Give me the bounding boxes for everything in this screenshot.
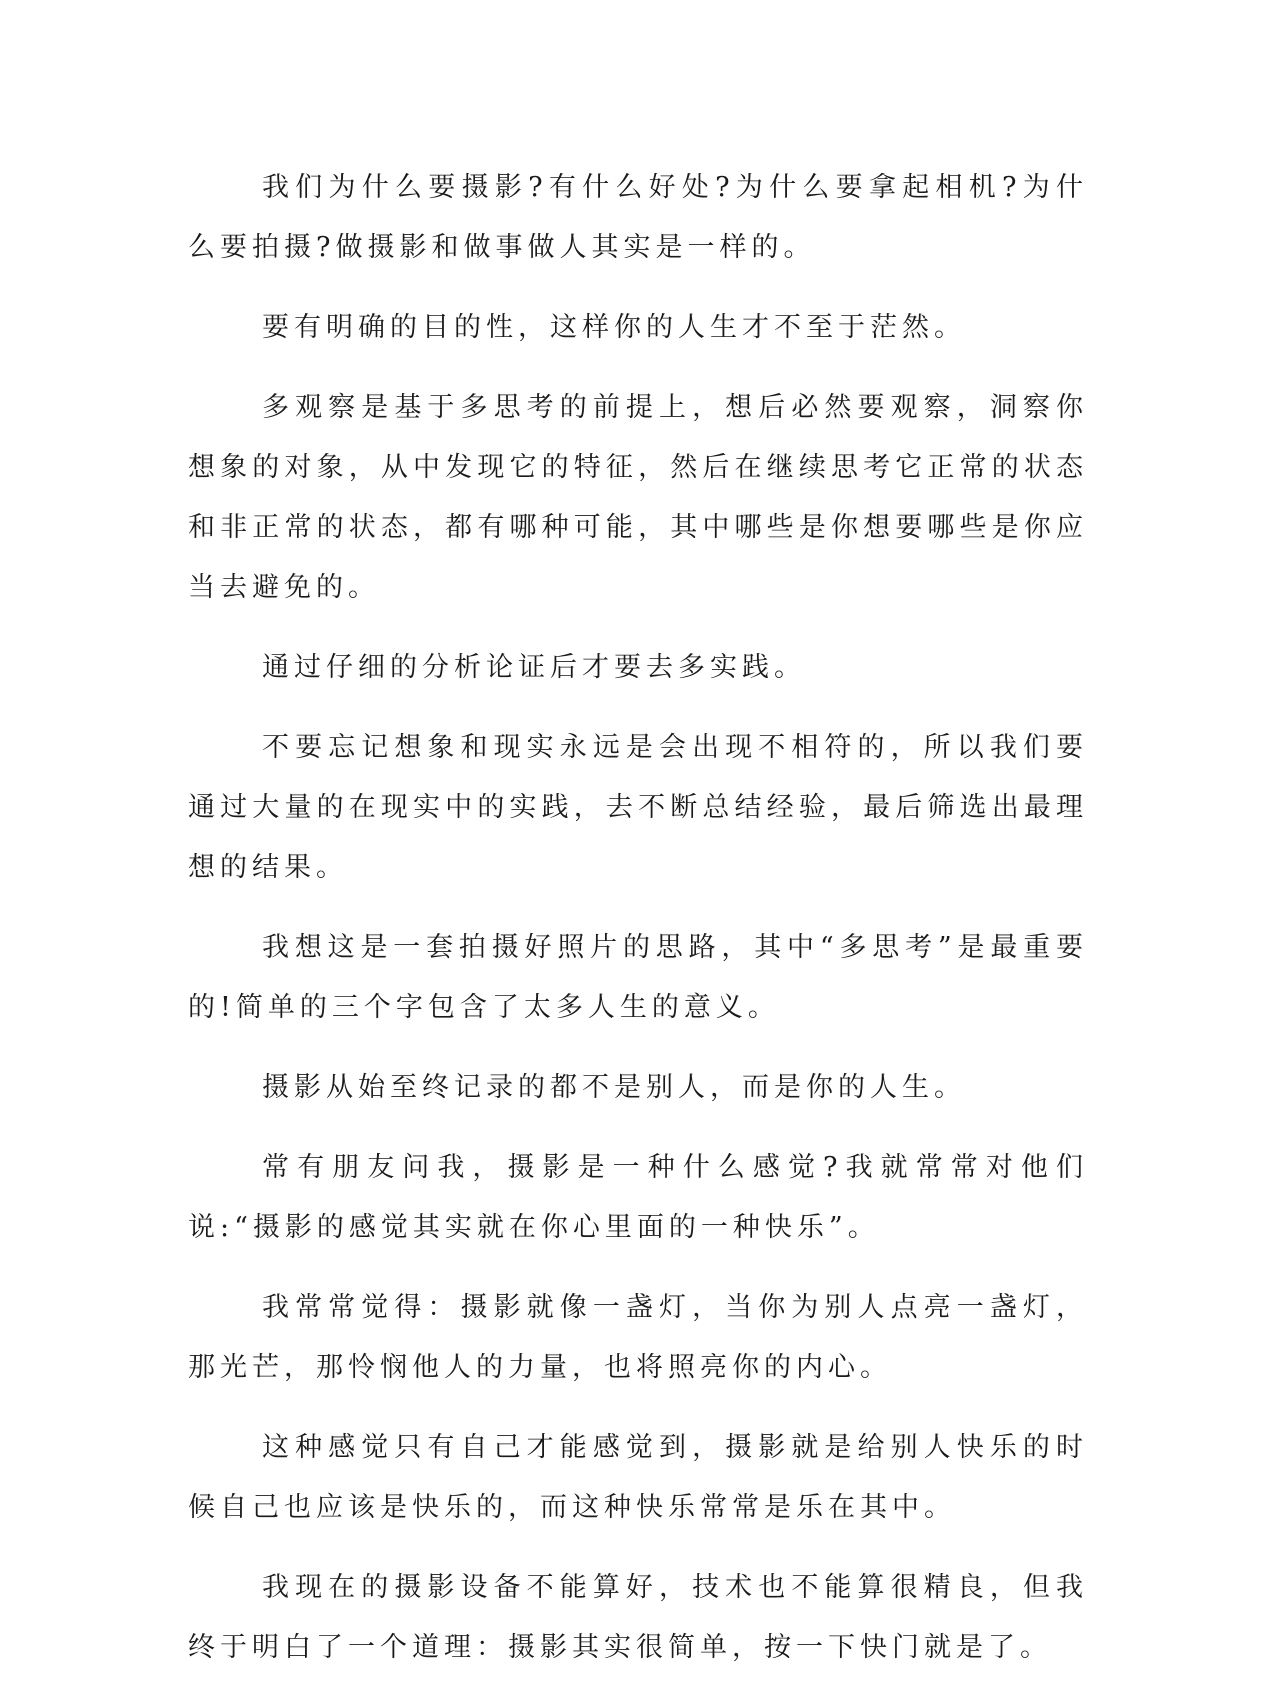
paragraph: 通过仔细的分析论证后才要去多实践。 (262, 652, 806, 683)
paragraph: 常有朋友问我，摄影是一种什么感觉?我就常常对他们说:“摄影的感觉其实就在你心里面的一种快乐”。 (188, 1152, 1088, 1243)
paragraph: 要有明确的目的性，这样你的人生才不至于茫然。 (262, 312, 966, 343)
paragraph: 不要忘记想象和现实永远是会出现不相符的，所以我们要通过大量的在现实中的实践，去不断总结经验，最后筛选出最理想的结果。 (188, 732, 1088, 883)
document-body (188, 158, 1088, 1698)
paragraph: 这种感觉只有自己才能感觉到，摄影就是给别人快乐的时候自己也应该是快乐的，而这种快乐常常是乐在其中。 (188, 1432, 1088, 1523)
paragraph: 摄影从始至终记录的都不是别人，而是你的人生。 (262, 1072, 966, 1103)
paragraph: 我常常觉得：摄影就像一盏灯，当你为别人点亮一盏灯，那光芒，那怜悯他人的力量，也将照亮你的内心。 (188, 1292, 1088, 1383)
paragraph: 多观察是基于多思考的前提上，想后必然要观察，洞察你想象的对象，从中发现它的特征，然后在继续思考它正常的状态和非正常的状态，都有哪种可能，其中哪些是你想要哪些是你应当去避免的。 (188, 392, 1088, 603)
paragraph: 我们为什么要摄影?有什么好处?为什么要拿起相机?为什么要拍摄?做摄影和做事做人其实是一样的。 (188, 172, 1088, 263)
paragraph: 我现在的摄影设备不能算好，技术也不能算很精良，但我终于明白了一个道理：摄影其实很简单，按一下快门就是了。 (188, 1572, 1088, 1663)
paragraph: 我想这是一套拍摄好照片的思路，其中“多思考”是最重要的!简单的三个字包含了太多人生的意义。 (188, 932, 1088, 1023)
